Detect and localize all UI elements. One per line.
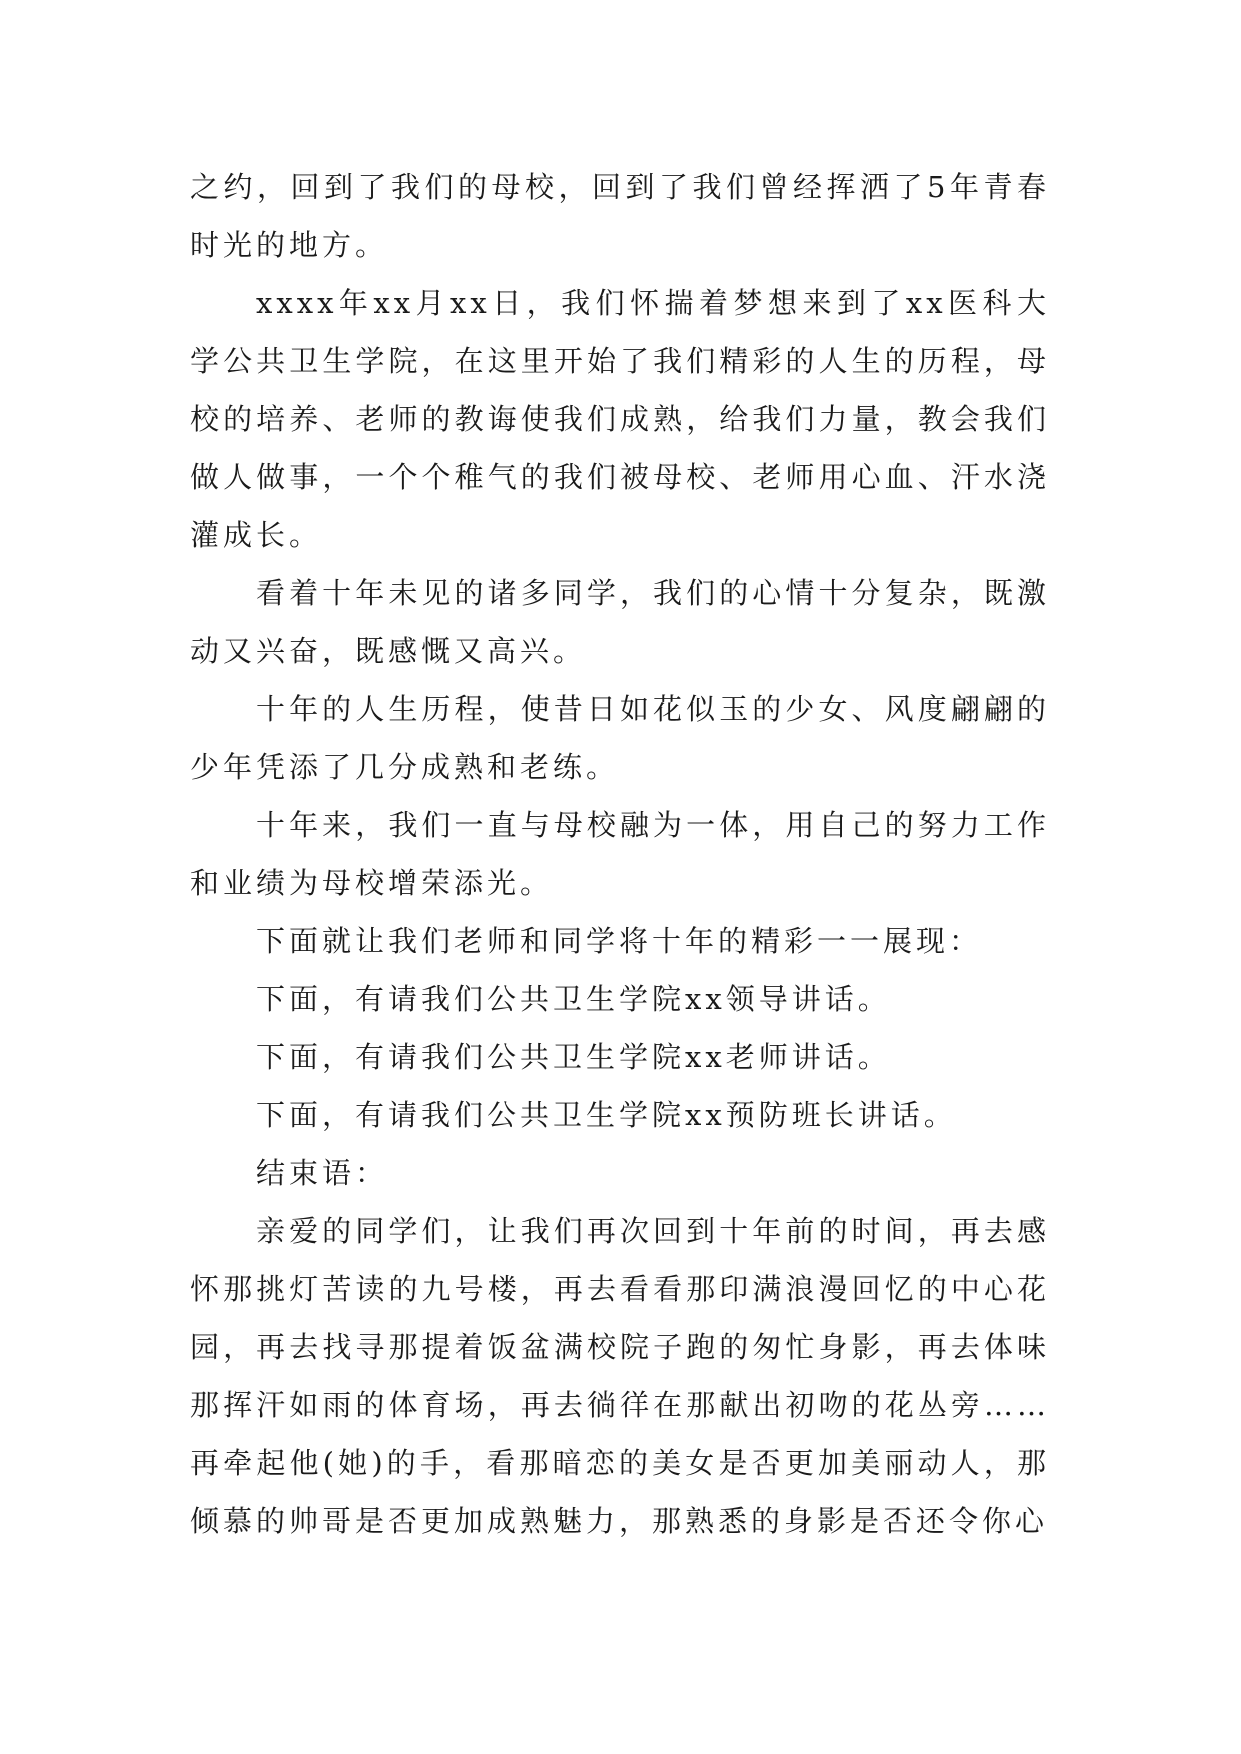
paragraph-7: 下面，有请我们公共卫生学院xx领导讲话。	[256, 982, 891, 1016]
document-body	[190, 158, 1050, 1550]
paragraph-5: 十年来，我们一直与母校融为一体，用自己的努力工作和业绩为母校增荣添光。	[190, 808, 1050, 900]
paragraph-1: 之约，回到了我们的母校，回到了我们曾经挥洒了5年青春时光的地方。	[190, 170, 1050, 262]
paragraph-8: 下面，有请我们公共卫生学院xx老师讲话。	[256, 1040, 891, 1074]
paragraph-3: 看着十年未见的诸多同学，我们的心情十分复杂，既激动又兴奋，既感慨又高兴。	[190, 576, 1050, 668]
paragraph-11: 亲爱的同学们，让我们再次回到十年前的时间，再去感怀那挑灯苦读的九号楼，再去看看那印满浪漫回忆的中心花园，再去找寻那提着饭盆满校院子跑的匆忙身影，再去体味那挥汗如雨的体育场，再去徜徉在那献出初吻的花丛旁……再牵起他(她)的手，看那暗恋的美女是否更加美丽动人，那倾慕的帅哥是否更加成熟魅力，那熟悉的身影是否还令你心	[190, 1214, 1050, 1538]
paragraph-4: 十年的人生历程，使昔日如花似玉的少女、风度翩翩的少年凭添了几分成熟和老练。	[190, 692, 1050, 784]
paragraph-6: 下面就让我们老师和同学将十年的精彩一一展现：	[256, 924, 983, 958]
paragraph-2: xxxx年xx月xx日，我们怀揣着梦想来到了xx医科大学公共卫生学院，在这里开始了我们精彩的人生的历程，母校的培养、老师的教诲使我们成熟，给我们力量，教会我们做人做事，一个个稚气的我们被母校、老师用心血、汗水浇灌成长。	[190, 286, 1050, 552]
paragraph-9: 下面，有请我们公共卫生学院xx预防班长讲话。	[256, 1098, 957, 1132]
paragraph-10: 结束语：	[256, 1156, 389, 1190]
